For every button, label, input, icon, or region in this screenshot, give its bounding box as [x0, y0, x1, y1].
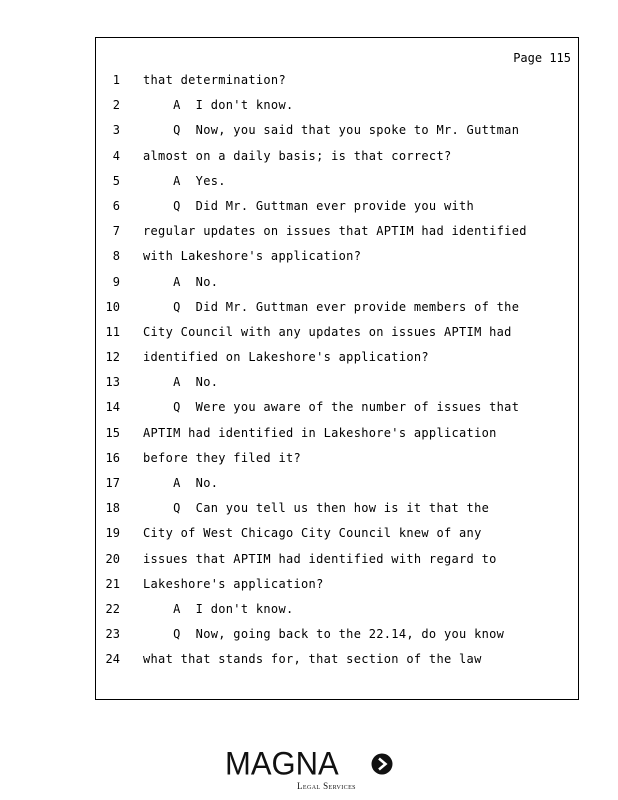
transcript-line — [0, 96, 618, 121]
chevron-right-circle-icon — [371, 753, 393, 775]
line-number: 2 — [112, 98, 120, 113]
line-number: 13 — [105, 375, 120, 390]
line-number: 17 — [105, 476, 120, 490]
logo-wordmark: MAGNA — [225, 745, 339, 782]
line-number: 7 — [112, 224, 120, 239]
line-number: 12 — [105, 350, 120, 365]
transcript-line — [0, 323, 618, 348]
line-number: 20 — [105, 551, 120, 566]
line-text: Q Now, you said that you spoke to Mr. Guttman — [143, 123, 520, 138]
transcript-line — [0, 499, 618, 524]
transcript-line — [0, 600, 618, 625]
transcript-line — [0, 273, 618, 298]
transcript-line — [0, 524, 618, 549]
magna-logo — [225, 747, 395, 793]
logo-subtitle: Legal Services — [297, 781, 356, 791]
line-text: issues that APTIM had identified with regard to — [143, 551, 497, 566]
line-text: Lakeshore's application? — [143, 576, 324, 591]
transcript-line — [0, 650, 618, 675]
transcript-line — [0, 298, 618, 323]
line-text: Q Were you aware of the number of issues that — [143, 400, 520, 415]
transcript-line — [0, 625, 618, 650]
line-number: 14 — [105, 400, 120, 415]
transcript-line — [0, 474, 618, 499]
line-text: A Yes. — [143, 173, 226, 188]
transcript-line — [0, 550, 618, 575]
transcript-line — [0, 197, 618, 222]
line-text: almost on a daily basis; is that correct? — [143, 148, 452, 163]
transcript-line — [0, 348, 618, 373]
line-text: that determination? — [143, 73, 286, 87]
line-number: 19 — [105, 526, 120, 541]
line-number: 9 — [112, 274, 120, 289]
line-number: 11 — [105, 324, 120, 339]
transcript-line — [0, 71, 618, 96]
line-text: regular updates on issues that APTIM had identified — [143, 224, 527, 239]
line-number: 22 — [105, 601, 120, 616]
line-text: A I don't know. — [143, 98, 294, 113]
line-text: A No. — [143, 274, 219, 289]
line-number: 21 — [105, 576, 120, 591]
line-text: Q Now, going back to the 22.14, do you know — [143, 627, 505, 642]
line-text: Q Did Mr. Guttman ever provide you with — [143, 198, 475, 213]
line-text: A No. — [143, 476, 219, 490]
line-number: 24 — [105, 652, 120, 667]
line-text: before they filed it? — [143, 450, 302, 465]
transcript-line — [0, 424, 618, 449]
line-number: 10 — [105, 299, 120, 314]
transcript-line — [0, 449, 618, 474]
line-text: A I don't know. — [143, 601, 294, 616]
transcript-line — [0, 247, 618, 272]
line-text: A No. — [143, 375, 219, 390]
line-number: 6 — [112, 198, 120, 213]
transcript-line — [0, 398, 618, 423]
transcript-line — [0, 222, 618, 247]
transcript-line — [0, 373, 618, 398]
line-text: with Lakeshore's application? — [143, 249, 362, 264]
line-number: 23 — [105, 627, 120, 642]
line-number: 4 — [112, 148, 120, 163]
line-number: 3 — [112, 123, 120, 138]
page-number: Page 115 — [513, 51, 571, 65]
line-number: 5 — [112, 173, 120, 188]
transcript-line — [0, 172, 618, 197]
line-text: APTIM had identified in Lakeshore's application — [143, 425, 497, 440]
line-text: Q Can you tell us then how is it that the — [143, 501, 490, 516]
transcript-line — [0, 575, 618, 600]
line-text: City Council with any updates on issues APTIM had — [143, 324, 512, 339]
line-text: identified on Lakeshore's application? — [143, 350, 429, 365]
line-text: City of West Chicago City Council knew of any — [143, 526, 482, 541]
line-number: 18 — [105, 501, 120, 516]
line-number: 15 — [105, 425, 120, 440]
line-number: 1 — [112, 73, 120, 87]
transcript-lines — [0, 71, 618, 676]
line-text: what that stands for, that section of the law — [143, 652, 482, 667]
line-number: 16 — [105, 450, 120, 465]
line-text: Q Did Mr. Guttman ever provide members of the — [143, 299, 520, 314]
line-number: 8 — [112, 249, 120, 264]
transcript-line — [0, 147, 618, 172]
transcript-line — [0, 121, 618, 146]
